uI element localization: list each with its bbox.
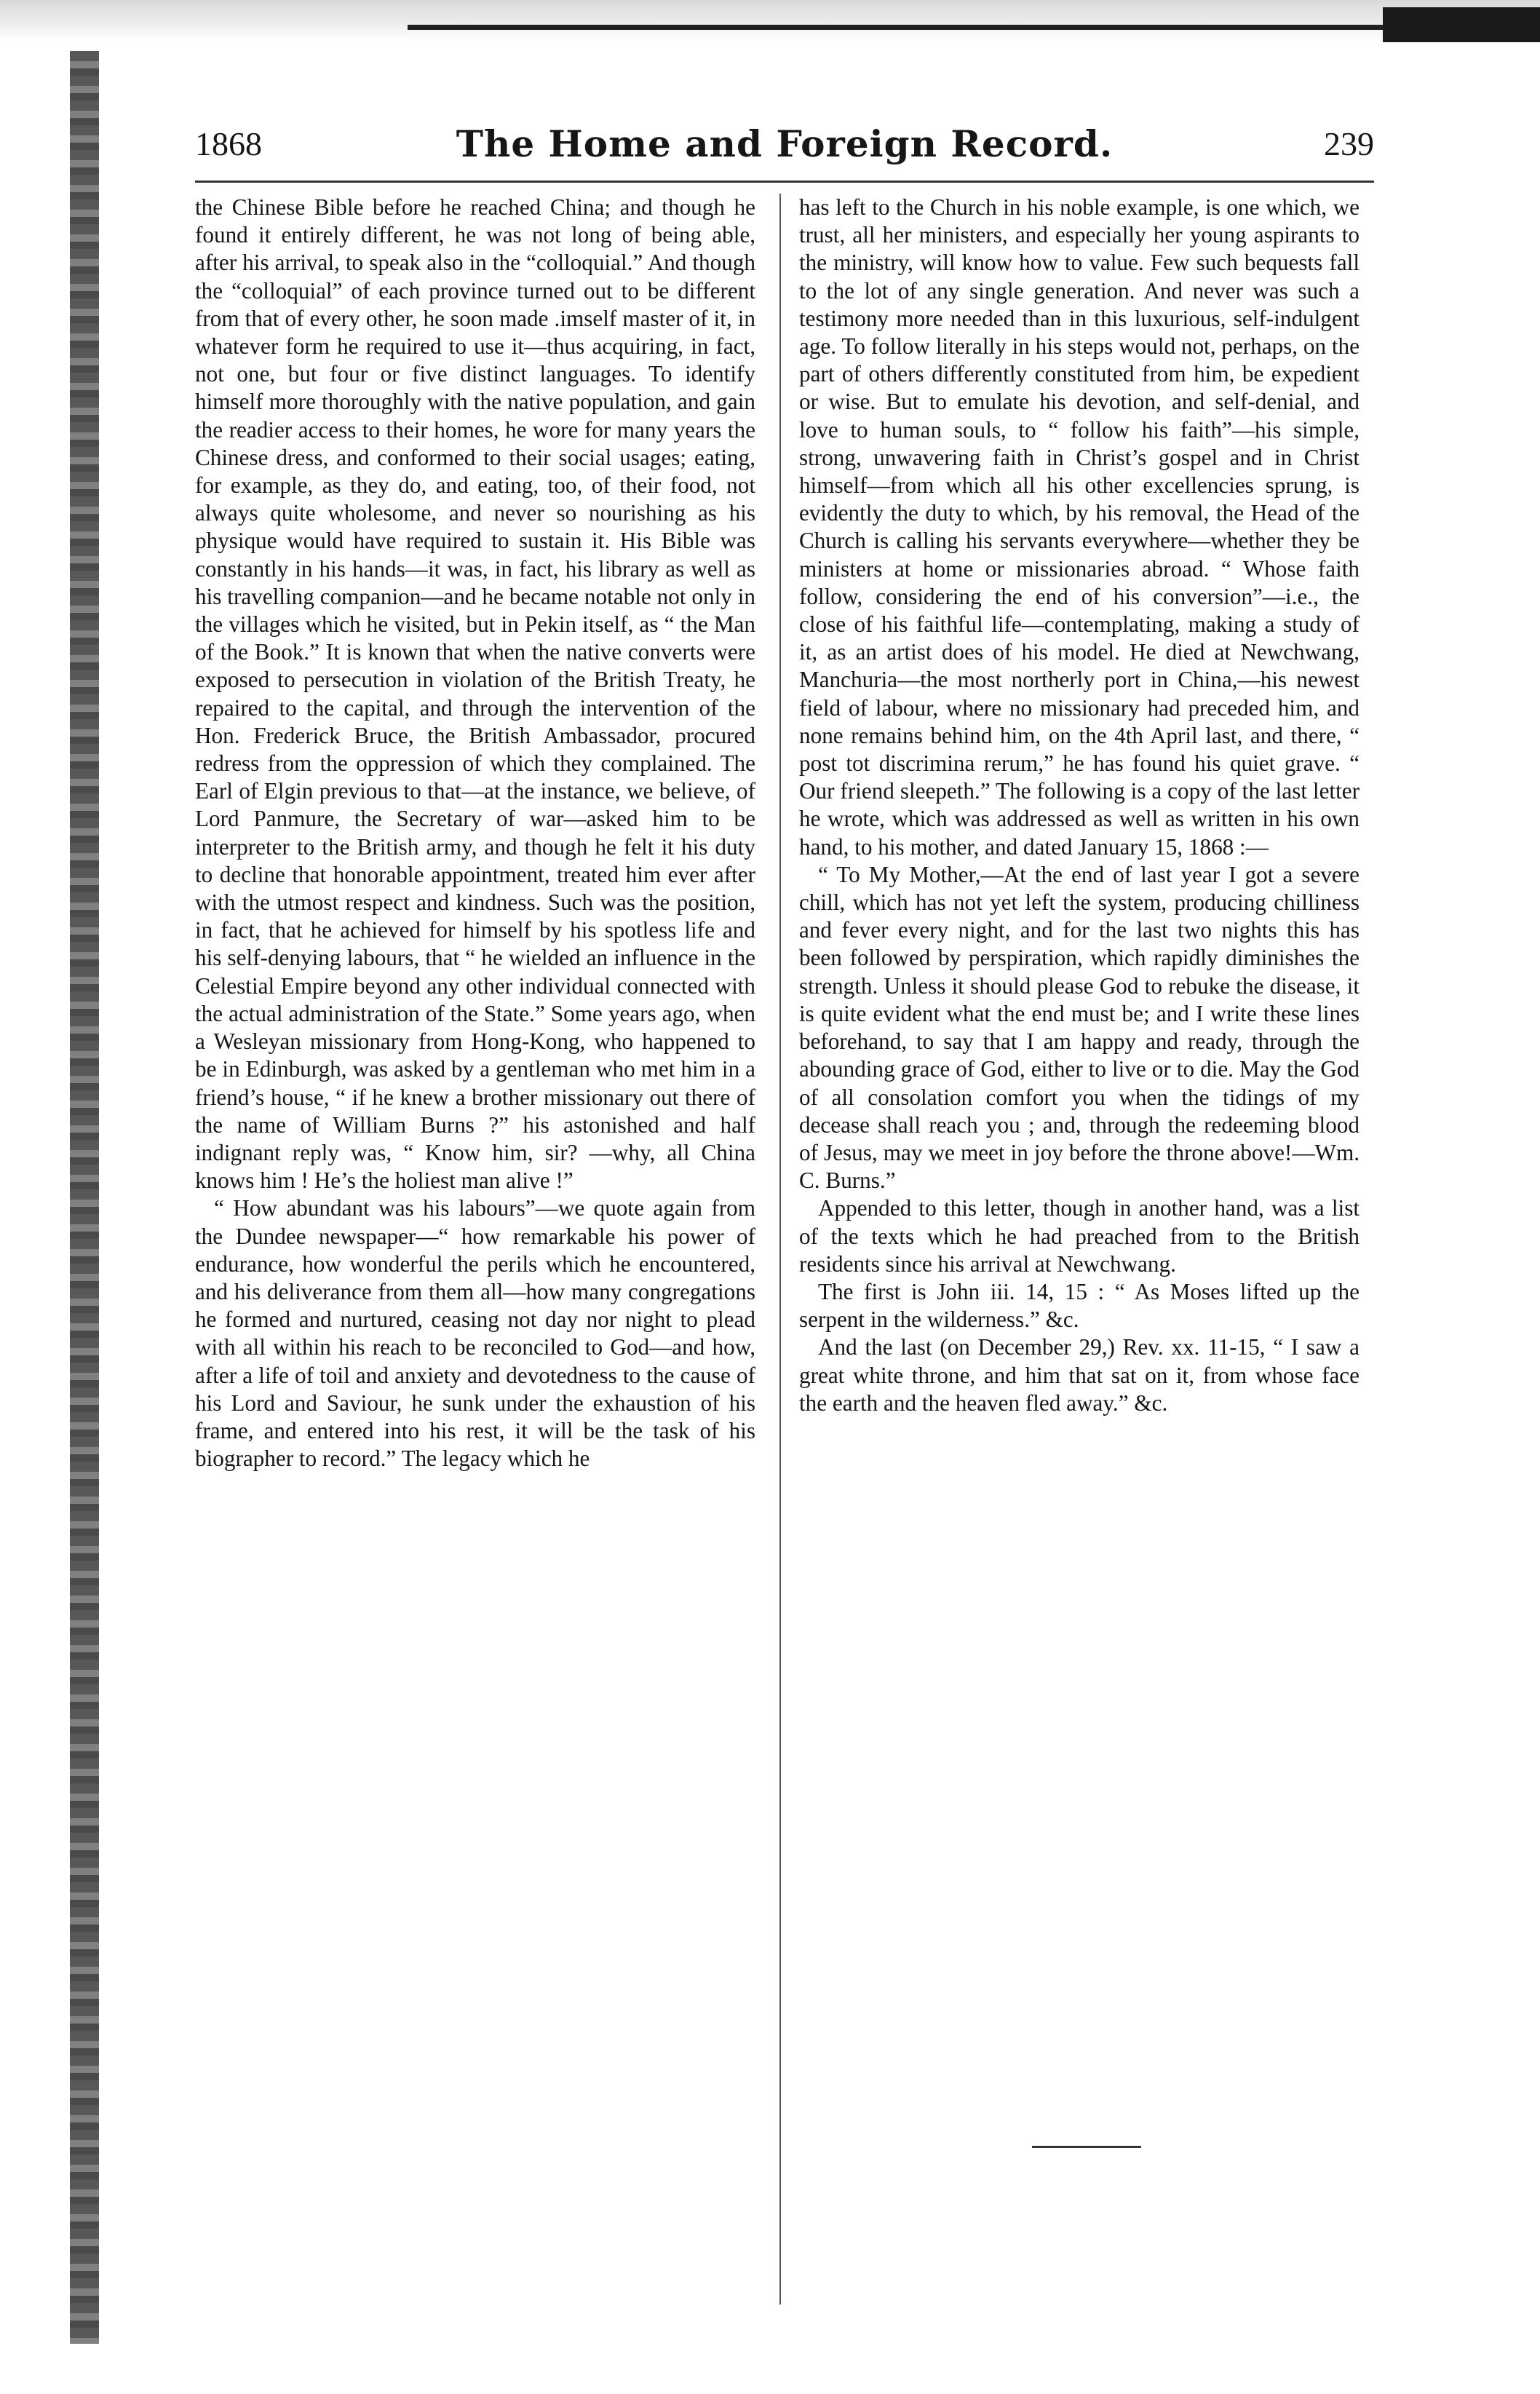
column-divider bbox=[779, 194, 781, 2304]
page-header bbox=[195, 122, 1374, 181]
end-rule bbox=[1032, 2146, 1141, 2148]
scan-top-rule bbox=[408, 25, 1426, 30]
scan-top-edge bbox=[0, 0, 1540, 42]
right-paragraph-1: has left to the Church in his noble example, is one which, we trust, all her ministers, and especially her young aspirants to the ministry, will know how to value. Few such bequests fall to the lot of any single generation. And never was such a testimony more needed than in this luxurious, self-indulgent age. To follow literally in his steps would not, perhaps, on the part of others differently constituted from him, be expedient or wise. But to emulate his devotion, and self-denial, and love to human souls, to “ follow his faith”—his simple, strong, unwavering faith in Christ’s gospel and in Christ himself—from which all his other excellencies sprung, is evidently the duty to which, by his removal, the Head of the Church is calling his servants everywhere—whether they be ministers at home or missionaries abroad. “ Whose faith follow, considering the end of his conversion”—i.e., the close of his faithful life—contemplating, making a study of it, as an artist does of his model. He died at Newchwang, Manchuria—the most northerly port in China,—his newest field of labour, where no missionary had preceded him, and none remains behind him, on the 4th April last, and there, “ post tot discrimina rerum,” he has found his quiet grave. “ Our friend sleepeth.” The following is a copy of the last letter he wrote, which was addressed as well as written in his own hand, to his mother, and dated January 15, 1868 :— bbox=[799, 194, 1360, 860]
left-column bbox=[195, 194, 755, 1473]
binding-strip bbox=[70, 51, 99, 2344]
right-paragraph-5: And the last (on December 29,) Rev. xx. 11-15, “ I saw a great white throne, and him that sat on it, from whose face the earth and the heaven fled away.” &c. bbox=[799, 1334, 1360, 1416]
right-paragraph-3: Appended to this letter, though in another hand, was a list of the texts which he had preached from to the British residents since his arrival at Newchwang. bbox=[799, 1195, 1360, 1277]
right-paragraph-4: The first is John iii. 14, 15 : “ As Moses lifted up the serpent in the wilderness.” &c. bbox=[799, 1278, 1360, 1333]
header-rule bbox=[195, 181, 1374, 183]
page-year: 1868 bbox=[195, 125, 262, 162]
scan-corner-shadow bbox=[1383, 7, 1540, 42]
page-number: 239 bbox=[1324, 125, 1374, 162]
journal-title: The Home and Foreign Record. bbox=[456, 122, 1114, 165]
letter-paragraph: “ To My Mother,—At the end of last year I got a severe chill, which has not yet left the system, producing chilliness and fever every night, and for the last two nights this has been followed by perspiration, which rapidly diminishes the strength. Unless it should please God to rebuke the disease, it is quite evident what the end must be; and I write these lines beforehand, to say that I am happy and ready, through the abounding grace of God, either to live or to die. May the God of all consolation comfort you when the tidings of my decease shall reach you ; and, through the redeeming blood of Jesus, may we meet in joy before the throne above!—Wm. C. Burns.” bbox=[799, 861, 1360, 1194]
left-paragraph-1: the Chinese Bible before he reached China; and though he found it entirely different, he was not long of being able, after his arrival, to speak also in the “colloquial.” And though the “colloquial” of each province turned out to be different from that of every other, he soon made .imself master of it, in whatever form he required to use it—thus acquiring, in fact, not one, but four or five distinct languages. To identify himself more thoroughly with the native population, and gain the readier access to their homes, he wore for many years the Chinese dress, and conformed to their social usages; eating, for example, as they do, and eating, too, of their food, not always quite wholesome, and never so nourishing as his physique would have required to sustain it. His Bible was constantly in his hands—it was, in fact, his library as well as his travelling companion—and he became notable not only in the villages which he visited, but in Pekin itself, as “ the Man of the Book.” It is known that when the native converts were exposed to persecution in violation of the British Treaty, he repaired to the capital, and through the intervention of the Hon. Frederick Bruce, the British Ambassador, procured redress from the oppression of which they complained. The Earl of Elgin previous to that—at the instance, we believe, of Lord Panmure, the Secretary of war—asked him to be interpreter to the British army, and though he felt it his duty to decline that honorable appointment, treated him ever after with the utmost respect and kindness. Such was the position, in fact, that he achieved for himself by his spotless life and his self-denying labours, that “ he wielded an influence in the Celestial Empire beyond any other individual connected with the actual administration of the State.” Some years ago, when a Wesleyan missionary from Hong-Kong, who happened to be in Edinburgh, was asked by a gentleman who met him in a friend’s house, “ if he knew a brother missionary out there of the name of William Burns ?” his astonished and half indignant reply was, “ Know him, sir? —why, all China knows him ! He’s the holiest man alive !” bbox=[195, 194, 755, 1194]
left-paragraph-2: “ How abundant was his labours”—we quote again from the Dundee newspaper—“ how remarkable his power of endurance, how wonderful the perils which he encountered, and his deliverance from them all—how many congregations he formed and nurtured, ceasing not day nor night to plead with all within his reach to be reconciled to God—and how, after a life of toil and anxiety and devotedness to the cause of his Lord and Saviour, he sunk under the exhaustion of his frame, and entered into his rest, it will be the task of his biographer to record.” The legacy which he bbox=[195, 1195, 755, 1472]
right-column bbox=[799, 194, 1360, 1417]
